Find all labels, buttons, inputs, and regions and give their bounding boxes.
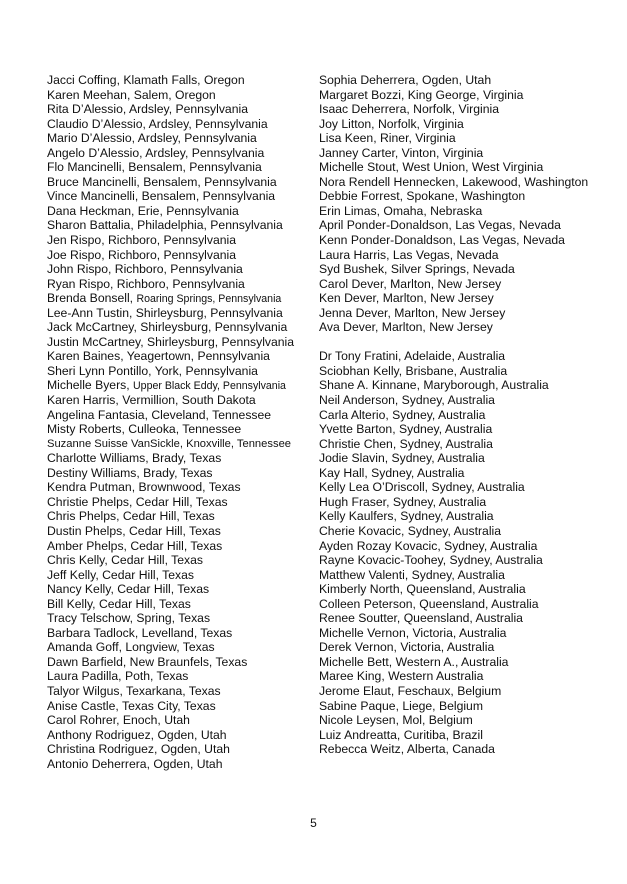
entry-name: Michelle Stout	[319, 160, 396, 175]
name-entry: Joy Litton, Norfolk, Virginia	[319, 116, 464, 131]
entry-name: Maree King	[319, 669, 382, 684]
entry-name: Cherie Kovacic	[319, 523, 401, 538]
entry-place: Culleoka, Tennessee	[128, 422, 242, 437]
entry-place: Cedar Hill, Texas	[128, 523, 221, 538]
right-column-us-list	[319, 73, 589, 335]
name-entry: Syd Bushek, Silver Springs, Nevada	[319, 262, 515, 277]
name-entry: Shane A. Kinnane, Maryborough, Australia	[319, 378, 549, 393]
entry-name: Sharon Battalia	[47, 218, 131, 233]
name-entry: Chris Phelps, Cedar Hill, Texas	[47, 509, 215, 524]
entry-name: Joe Rispo	[47, 247, 102, 262]
entry-place: Sydney, Australia	[444, 538, 538, 553]
name-entry: Renee Soutter, Queensland, Australia	[319, 611, 523, 626]
entry-name: Karen Baines	[47, 349, 121, 364]
entry-name: Dustin Phelps	[47, 523, 123, 538]
name-entry: Anise Castle, Texas City, Texas	[47, 698, 216, 713]
right-column	[319, 73, 589, 757]
name-entry: Joe Rispo, Richboro, Pennsylvania	[47, 247, 237, 262]
entry-place: Western A., Australia	[395, 654, 509, 669]
entry-place: Alberta, Canada	[406, 742, 495, 757]
entry-name: Dana Heckman	[47, 203, 131, 218]
name-entry: Anthony Rodriguez, Ogden, Utah	[47, 727, 227, 742]
entry-name: Suzanne Suisse VanSickle	[47, 437, 180, 450]
name-entry: Destiny Williams, Brady, Texas	[47, 465, 213, 480]
name-entry: Kimberly North, Queensland, Australia	[319, 582, 526, 597]
entry-name: Nicole Leysen	[319, 713, 396, 728]
entry-name: Hugh Fraser	[319, 494, 387, 509]
entry-place: Lakewood, Washington	[461, 174, 589, 189]
entry-place: Bensalem, Pennsylvania	[143, 174, 277, 189]
entry-place: Sydney, Australia	[391, 451, 485, 466]
name-entry: Charlotte Williams, Brady, Texas	[47, 451, 222, 466]
name-entry: Carol Rohrer, Enoch, Utah	[47, 713, 190, 728]
entry-place: Sydney, Australia	[398, 422, 493, 437]
name-entry: Dawn Barfield, New Braunfels, Texas	[47, 654, 248, 669]
entry-place: Richboro, Pennsylvania	[107, 233, 237, 248]
entry-place: Sydney, Australia	[431, 480, 525, 495]
entry-name: Jerome Elaut	[319, 683, 391, 698]
entry-place: Las Vegas, Nevada	[455, 218, 561, 233]
name-entry: Ayden Rozay Kovacic, Sydney, Australia	[319, 538, 538, 553]
entry-name: Anthony Rodriguez	[47, 727, 151, 742]
entry-name: Michelle Bett	[319, 654, 389, 669]
entry-name: Barbara Tadlock	[47, 625, 135, 640]
name-entry: Carla Alterio, Sydney, Australia	[319, 407, 486, 422]
right-column-international-list	[319, 349, 589, 756]
entry-place: Sydney, Australia	[401, 393, 495, 408]
name-entry: Ryan Rispo, Richboro, Pennsylvania	[47, 276, 245, 291]
name-entry: Michelle Vernon, Victoria, Australia	[319, 625, 507, 640]
entry-name: Debbie Forrest	[319, 189, 400, 204]
name-entry: Neil Anderson, Sydney, Australia	[319, 393, 495, 408]
entry-place: Richboro, Pennsylvania	[107, 247, 237, 262]
entry-name: Kay Hall	[319, 465, 365, 480]
name-entry: Amber Phelps, Cedar Hill, Texas	[47, 538, 223, 553]
name-entry: Christie Chen, Sydney, Australia	[319, 436, 493, 451]
name-entry: Rita D’Alessio, Ardsley, Pennsylvania	[47, 102, 248, 117]
name-entry: Kelly Lea O’Driscoll, Sydney, Australia	[319, 480, 525, 495]
name-entry: Sciobhan Kelly, Brisbane, Australia	[319, 363, 508, 378]
entry-place: Philadelphia, Pennsylvania	[137, 218, 283, 233]
entry-name: Amber Phelps	[47, 538, 124, 553]
name-entry: Justin McCartney, Shirleysburg, Pennsylvania	[47, 334, 295, 349]
entry-name: Dawn Barfield	[47, 654, 123, 669]
entry-name: Tracy Telschow	[47, 611, 130, 626]
entry-place: Enoch, Utah	[122, 713, 190, 728]
entry-place: Curitiba, Brazil	[403, 727, 483, 742]
entry-place: Erie, Pennsylvania	[137, 203, 239, 218]
entry-place: Longview, Texas	[125, 640, 215, 655]
entry-name: Amanda Goff	[47, 640, 119, 655]
entry-name: Janney Carter	[319, 145, 395, 160]
entry-place: York, Pennsylvania	[154, 363, 258, 378]
entry-name: Jack McCartney	[47, 320, 134, 335]
entry-name: Lisa Keen	[319, 131, 374, 146]
entry-place: Ardsley, Pennsylvania	[148, 116, 268, 131]
name-entry: Ken Dever, Marlton, New Jersey	[319, 291, 494, 306]
entry-place: Sydney, Australia	[371, 465, 465, 480]
entry-name: Sciobhan Kelly	[319, 363, 399, 378]
name-entry: Nancy Kelly, Cedar Hill, Texas	[47, 582, 210, 597]
entry-place: Liege, Belgium	[402, 698, 483, 713]
entry-place: Sydney, Australia	[392, 407, 486, 422]
entry-place: Las Vegas, Nevada	[392, 247, 499, 262]
entry-name: Matthew Valenti	[319, 567, 405, 582]
name-entry: Nora Rendell Hennecken, Lakewood, Washington	[319, 174, 589, 189]
name-entry: Jen Rispo, Richboro, Pennsylvania	[47, 233, 237, 248]
entry-name: Kimberly North	[319, 582, 400, 597]
name-entry: Rayne Kovacic-Toohey, Sydney, Australia	[319, 553, 543, 568]
name-entry: Sheri Lynn Pontillo, York, Pennsylvania	[47, 363, 258, 378]
name-entry: Isaac Deherrera, Norfolk, Virginia	[319, 102, 499, 117]
entry-name: Renee Soutter	[319, 611, 397, 626]
name-entry: Dustin Phelps, Cedar Hill, Texas	[47, 523, 221, 538]
name-entry: Dana Heckman, Erie, Pennsylvania	[47, 203, 239, 218]
name-entry: Laura Harris, Las Vegas, Nevada	[319, 247, 499, 262]
name-entry: Michelle Bett, Western A., Australia	[319, 654, 509, 669]
entry-name: Carol Dever	[319, 276, 384, 291]
entry-name: Christina Rodriguez	[47, 742, 155, 757]
name-entry: Angelo D’Alessio, Ardsley, Pennsylvania	[47, 145, 265, 160]
entry-name: Charlotte Williams	[47, 451, 146, 466]
entry-name: Nora Rendell Hennecken	[319, 174, 456, 189]
entry-place: Queensland, Australia	[419, 596, 539, 611]
name-entry: Dr Tony Fratini, Adelaide, Australia	[319, 349, 506, 364]
entry-place: Adelaide, Australia	[404, 349, 506, 364]
name-entry: Jerome Elaut, Feschaux, Belgium	[319, 683, 502, 698]
entry-place: Shirleysburg, Pennsylvania	[147, 334, 295, 349]
name-entry: Vince Mancinelli, Bensalem, Pennsylvania	[47, 189, 276, 204]
entry-name: Jodie Slavin	[319, 451, 385, 466]
name-entry: Karen Baines, Yeagertown, Pennsylvania	[47, 349, 270, 364]
entry-place: New Braunfels, Texas	[129, 654, 248, 669]
entry-place: Las Vegas, Nevada	[459, 233, 565, 248]
name-entry: Cherie Kovacic, Sydney, Australia	[319, 523, 502, 538]
entry-place: Marlton, New Jersey	[390, 276, 502, 291]
name-entry: Sharon Battalia, Philadelphia, Pennsylvania	[47, 218, 283, 233]
entry-name: Chris Phelps	[47, 509, 117, 524]
entry-place: Riner, Virginia	[380, 131, 456, 146]
name-entry: Karen Meehan, Salem, Oregon	[47, 87, 216, 102]
name-entry: Lisa Keen, Riner, Virginia	[319, 131, 456, 146]
name-entry: Mario D’Alessio, Ardsley, Pennsylvania	[47, 131, 257, 146]
name-entry: Amanda Goff, Longview, Texas	[47, 640, 215, 655]
entry-place: Sydney, Australia	[411, 567, 505, 582]
name-entry: Jacci Coffing, Klamath Falls, Oregon	[47, 73, 245, 87]
entry-name: Margaret Bozzi	[319, 87, 401, 102]
entry-place: Cedar Hill, Texas	[117, 582, 210, 597]
name-entry: Angelina Fantasia, Cleveland, Tennessee	[47, 407, 272, 422]
entry-name: Anise Castle	[47, 698, 116, 713]
entry-name: Kendra Putman	[47, 480, 132, 495]
entry-place: Cedar Hill, Texas	[98, 596, 191, 611]
entry-name: Sophia Deherrera	[319, 73, 416, 87]
entry-name: Misty Roberts	[47, 422, 122, 437]
entry-place: Victoria, Australia	[400, 640, 495, 655]
entry-name: Angelo D’Alessio	[47, 145, 140, 160]
entry-place: Cedar Hill, Texas	[130, 538, 223, 553]
entry-place: Ardsley, Pennsylvania	[128, 102, 248, 117]
name-entry: Debbie Forrest, Spokane, Washington	[319, 189, 526, 204]
entry-name: Christie Phelps	[47, 494, 129, 509]
entry-place: Klamath Falls, Oregon	[123, 73, 245, 87]
entry-place: Bensalem, Pennsylvania	[141, 189, 276, 204]
name-entry: Talyor Wilgus, Texarkana, Texas	[47, 683, 221, 698]
entry-name: Luiz Andreatta	[319, 727, 397, 742]
entry-name: Nancy Kelly	[47, 582, 111, 597]
entry-place: Feschaux, Belgium	[397, 683, 502, 698]
entry-name: Brenda Bonsell	[47, 291, 130, 306]
entry-name: Kenn Ponder-Donaldson	[319, 233, 453, 248]
entry-name: Syd Bushek	[319, 262, 385, 277]
entry-name: Kelly Lea O’Driscoll	[319, 480, 425, 495]
name-entry: Kelly Kaulfers, Sydney, Australia	[319, 509, 494, 524]
entry-name: Yvette Barton	[319, 422, 393, 437]
entry-name: Rayne Kovacic-Toohey	[319, 553, 443, 568]
entry-place: Cedar Hill, Texas	[102, 567, 195, 582]
entry-place: Shirleysburg, Pennsylvania	[135, 305, 283, 320]
page-number: 5	[310, 816, 317, 830]
entry-place: Richboro, Pennsylvania	[116, 276, 245, 291]
name-entry: Misty Roberts, Culleoka, Tennessee	[47, 422, 242, 437]
entry-place: Omaha, Nebraska	[383, 203, 483, 218]
entry-place: Shirleysburg, Pennsylvania	[140, 320, 288, 335]
entry-place: Knoxville, Tennessee	[186, 437, 292, 450]
entry-name: Destiny Williams	[47, 465, 137, 480]
entry-place: Cedar Hill, Texas	[135, 494, 228, 509]
entry-place: Texas City, Texas	[121, 698, 216, 713]
entry-name: Claudio D’Alessio	[47, 116, 143, 131]
entry-name: Antonio Deherrera	[47, 756, 147, 771]
entry-place: King George, Virginia	[407, 87, 524, 102]
entry-name: Rebecca Weitz	[319, 742, 401, 757]
entry-place: Ogden, Utah	[157, 727, 227, 742]
entry-place: Brady, Texas	[151, 451, 222, 466]
entry-name: Bill Kelly	[47, 596, 93, 611]
entry-place: Marlton, New Jersey	[394, 305, 506, 320]
entry-place: Ogden, Utah	[153, 756, 223, 771]
entry-place: Bensalem, Pennsylvania	[128, 160, 262, 175]
entry-name: Mario D’Alessio	[47, 131, 132, 146]
name-entry: Bill Kelly, Cedar Hill, Texas	[47, 596, 191, 611]
entry-place: Maryborough, Australia	[423, 378, 549, 393]
entry-name: John Rispo	[47, 262, 108, 277]
entry-name: Ava Dever	[319, 320, 376, 335]
entry-place: Queensland, Australia	[403, 611, 523, 626]
entry-name: Jenna Dever	[319, 305, 388, 320]
name-entry: Hugh Fraser, Sydney, Australia	[319, 494, 487, 509]
name-entry: Jodie Slavin, Sydney, Australia	[319, 451, 485, 466]
entry-place: Queensland, Australia	[406, 582, 526, 597]
entry-name: April Ponder-Donaldson	[319, 218, 449, 233]
left-column	[47, 73, 312, 771]
entry-place: Sydney, Australia	[407, 523, 502, 538]
name-entry: Sophia Deherrera, Ogden, Utah	[319, 73, 492, 87]
name-entry: Ava Dever, Marlton, New Jersey	[319, 320, 493, 335]
entry-name: Isaac Deherrera	[319, 102, 407, 117]
entry-name: Rita D’Alessio	[47, 102, 123, 117]
entry-place: Texarkana, Texas	[126, 683, 221, 698]
entry-name: Sabine Paque	[319, 698, 396, 713]
entry-name: Karen Meehan	[47, 87, 127, 102]
name-entry: Michelle Byers, Upper Black Eddy, Pennsylvania	[47, 378, 286, 393]
name-entry: John Rispo, Richboro, Pennsylvania	[47, 262, 243, 277]
entry-name: Shane A. Kinnane	[319, 378, 417, 393]
entry-place: West Union, West Virginia	[402, 160, 544, 175]
name-entry: Karen Harris, Vermillion, South Dakota	[47, 393, 256, 408]
entry-place: Yeagertown, Pennsylvania	[126, 349, 270, 364]
entry-name: Neil Anderson	[319, 393, 395, 408]
entry-place: Sydney, Australia	[449, 553, 543, 568]
name-entry: April Ponder-Donaldson, Las Vegas, Nevada	[319, 218, 561, 233]
name-entry: Kenn Ponder-Donaldson, Las Vegas, Nevada	[319, 233, 565, 248]
name-entry: Matthew Valenti, Sydney, Australia	[319, 567, 505, 582]
entry-name: Sheri Lynn Pontillo	[47, 363, 149, 378]
name-entry: Brenda Bonsell, Roaring Springs, Pennsylvania	[47, 291, 282, 306]
entry-name: Laura Harris	[319, 247, 387, 262]
entry-place: Brownwood, Texas	[138, 480, 241, 495]
entry-place: Marlton, New Jersey	[381, 320, 493, 335]
entry-place: Silver Springs, Nevada	[390, 262, 515, 277]
name-entry: Margaret Bozzi, King George, Virginia	[319, 87, 524, 102]
entry-place: Ardsley, Pennsylvania	[145, 145, 265, 160]
entry-name: Karen Harris	[47, 393, 116, 408]
name-entry: Claudio D’Alessio, Ardsley, Pennsylvania	[47, 116, 268, 131]
name-entry: Lee-Ann Tustin, Shirleysburg, Pennsylvania	[47, 305, 283, 320]
entry-name: Angelina Fantasia	[47, 407, 145, 422]
name-entry: Antonio Deherrera, Ogden, Utah	[47, 756, 223, 771]
entry-place: Sydney, Australia	[392, 494, 487, 509]
name-entry: Luiz Andreatta, Curitiba, Brazil	[319, 727, 483, 742]
entry-place: Vinton, Virginia	[401, 145, 484, 160]
entry-place: Spring, Texas	[136, 611, 211, 626]
name-entry: Christina Rodriguez, Ogden, Utah	[47, 742, 230, 757]
name-entry: Chris Kelly, Cedar Hill, Texas	[47, 553, 204, 568]
name-entry: Yvette Barton, Sydney, Australia	[319, 422, 493, 437]
entry-name: Flo Mancinelli	[47, 160, 122, 175]
name-entry: Nicole Leysen, Mol, Belgium	[319, 713, 473, 728]
entry-place: Cedar Hill, Texas	[122, 509, 215, 524]
entry-place: Mol, Belgium	[402, 713, 473, 728]
entry-place: Ardsley, Pennsylvania	[137, 131, 257, 146]
name-entry: Colleen Peterson, Queensland, Australia	[319, 596, 539, 611]
entry-name: Bruce Mancinelli	[47, 174, 137, 189]
entry-name: Ken Dever	[319, 291, 376, 306]
name-entry: Jenna Dever, Marlton, New Jersey	[319, 305, 506, 320]
entry-place: Brisbane, Australia	[405, 363, 508, 378]
entry-place: Levelland, Texas	[141, 625, 233, 640]
entry-place: Norfolk, Virginia	[413, 102, 499, 117]
entry-place: Norfolk, Virginia	[377, 116, 464, 131]
entry-place: Salem, Oregon	[133, 87, 216, 102]
entry-name: Jen Rispo	[47, 233, 102, 248]
entry-place: Upper Black Eddy, Pennsylvania	[133, 380, 286, 393]
name-entry: Sabine Paque, Liege, Belgium	[319, 698, 483, 713]
name-entry: Kay Hall, Sydney, Australia	[319, 465, 465, 480]
entry-name: Michelle Byers	[47, 378, 127, 393]
entry-name: Ryan Rispo	[47, 276, 110, 291]
name-entry: Rebecca Weitz, Alberta, Canada	[319, 742, 495, 757]
name-entry: Tracy Telschow, Spring, Texas	[47, 611, 211, 626]
entry-name: Colleen Peterson	[319, 596, 413, 611]
entry-place: Richboro, Pennsylvania	[114, 262, 243, 277]
entry-name: Laura Padilla	[47, 669, 119, 684]
name-entry: Barbara Tadlock, Levelland, Texas	[47, 625, 233, 640]
entry-name: Kelly Kaulfers	[319, 509, 394, 524]
entry-place: Cleveland, Tennessee	[151, 407, 272, 422]
name-entry: Bruce Mancinelli, Bensalem, Pennsylvania	[47, 174, 277, 189]
entry-name: Talyor Wilgus	[47, 683, 120, 698]
entry-name: Derek Vernon	[319, 640, 394, 655]
name-entry: Michelle Stout, West Union, West Virginia	[319, 160, 544, 175]
name-entry: Derek Vernon, Victoria, Australia	[319, 640, 495, 655]
name-entry: Laura Padilla, Poth, Texas	[47, 669, 189, 684]
entry-place: Victoria, Australia	[412, 625, 507, 640]
name-entry: Jeff Kelly, Cedar Hill, Texas	[47, 567, 195, 582]
entry-name: Christie Chen	[319, 436, 393, 451]
entry-name: Justin McCartney	[47, 334, 141, 349]
entry-place: Ogden, Utah	[160, 742, 230, 757]
name-entry: Janney Carter, Vinton, Virginia	[319, 145, 484, 160]
entry-name: Carol Rohrer	[47, 713, 117, 728]
entry-place: Vermillion, South Dakota	[122, 393, 256, 408]
entry-place: Sydney, Australia	[400, 509, 494, 524]
name-entry: Jack McCartney, Shirleysburg, Pennsylvania	[47, 320, 288, 335]
entry-place: Western Australia	[388, 669, 484, 684]
entry-name: Lee-Ann Tustin	[47, 305, 129, 320]
entry-place: Cedar Hill, Texas	[111, 553, 204, 568]
name-entry: Suzanne Suisse VanSickle, Knoxville, Tennessee	[47, 437, 292, 450]
entry-name: Jeff Kelly	[47, 567, 96, 582]
entry-name: Ayden Rozay Kovacic	[319, 538, 438, 553]
entry-name: Carla Alterio	[319, 407, 386, 422]
entry-place: Roaring Springs, Pennsylvania	[136, 293, 282, 306]
entry-place: Ogden, Utah	[421, 73, 492, 87]
entry-name: Dr Tony Fratini	[319, 349, 399, 364]
name-entry: Kendra Putman, Brownwood, Texas	[47, 480, 241, 495]
name-entry: Maree King, Western Australia	[319, 669, 484, 684]
entry-place: Marlton, New Jersey	[382, 291, 494, 306]
entry-name: Chris Kelly	[47, 553, 105, 568]
entry-place: Poth, Texas	[124, 669, 189, 684]
entry-name: Erin Limas	[319, 203, 377, 218]
name-entry: Erin Limas, Omaha, Nebraska	[319, 203, 483, 218]
entry-place: Brady, Texas	[143, 465, 213, 480]
entry-name: Michelle Vernon	[319, 625, 406, 640]
entry-name: Vince Mancinelli	[47, 189, 135, 204]
name-entry: Carol Dever, Marlton, New Jersey	[319, 276, 502, 291]
name-entry: Christie Phelps, Cedar Hill, Texas	[47, 494, 228, 509]
entry-place: Spokane, Washington	[406, 189, 526, 204]
entry-place: Sydney, Australia	[399, 436, 493, 451]
section-gap	[319, 335, 589, 350]
name-entry: Flo Mancinelli, Bensalem, Pennsylvania	[47, 160, 262, 175]
entry-name: Jacci Coffing	[47, 73, 117, 87]
entry-name: Joy Litton	[319, 116, 372, 131]
